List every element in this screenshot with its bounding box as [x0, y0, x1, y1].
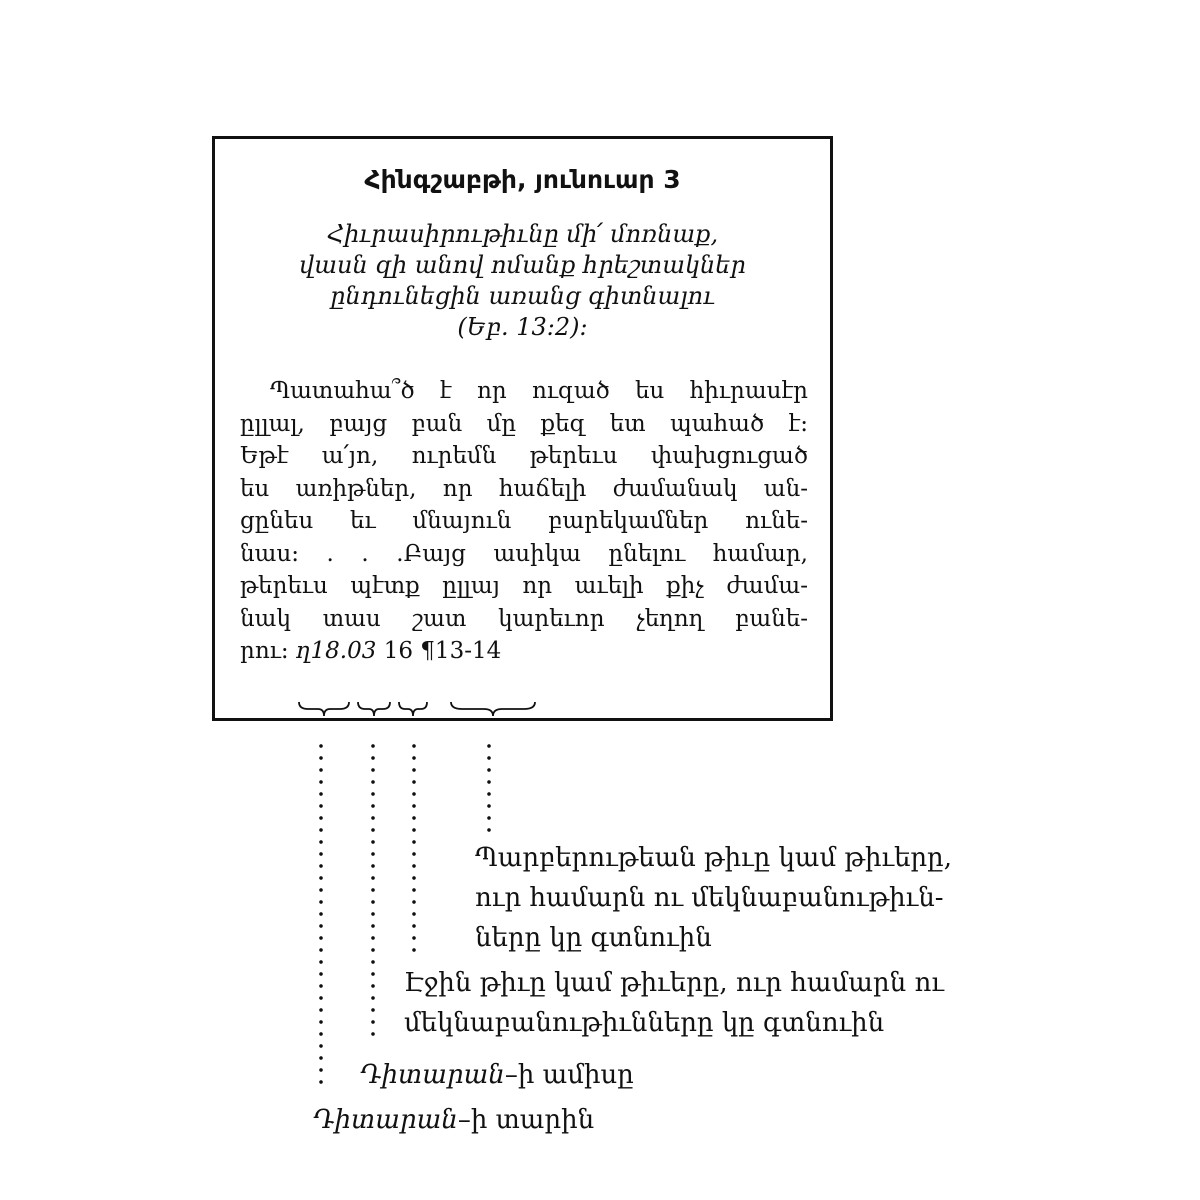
- callout-line: ները կը գտնուին: [475, 923, 712, 953]
- reference-page: 16: [383, 638, 413, 664]
- last-line-prefix: րու:: [240, 638, 289, 664]
- callout-line: մեկնաբանութիւնները կը գտնուին: [404, 1008, 885, 1038]
- page-brace-icon: [398, 700, 428, 718]
- month-callout: [360, 1055, 634, 1095]
- commentary-paragraph: [240, 375, 808, 668]
- body-line: Պատահա՞ծ է որ ուզած ես հիւրասէր: [270, 378, 808, 404]
- scripture-quote: [215, 219, 830, 343]
- month-callout-text: –ի ամիսը: [504, 1060, 634, 1090]
- month-brace-icon: [357, 700, 391, 718]
- body-line: թերեւս պէտք ըլլայ որ աւելի քիչ ժամա-: [240, 573, 808, 599]
- month-leader-line: [371, 740, 375, 1040]
- body-line: ես առիթներ, որ հաճելի ժամանակ ան-: [240, 475, 808, 502]
- paragraph-leader-line: [487, 740, 491, 832]
- reference-year-month: ղ18.03: [295, 638, 377, 664]
- page-leader-line: [412, 740, 416, 954]
- paragraph-brace-icon: [450, 700, 536, 718]
- reference-paragraphs: ¶13-14: [420, 638, 502, 664]
- publication-name: Դիտարան: [360, 1060, 505, 1090]
- year-callout: [313, 1100, 594, 1140]
- body-line: նաս: . . .Բայց ասիկա ընելու համար,: [240, 540, 808, 567]
- body-line: Եթէ ա՛յո, ուրեմն թերեւս փախցուցած: [240, 443, 808, 469]
- year-leader-line: [319, 740, 323, 1092]
- scripture-line: Հիւրասիրութիւնը մի՛ մոռնաք,: [326, 220, 719, 248]
- paragraph-callout: [475, 838, 952, 958]
- body-line: ցընես եւ մնայուն բարեկամներ ունե-: [240, 508, 808, 534]
- year-brace-icon: [298, 700, 350, 718]
- page-callout: [404, 963, 944, 1043]
- callout-line: Պարբերութեան թիւը կամ թիւերը,: [475, 843, 952, 873]
- callout-line: Էջին թիւը կամ թիւերը, ուր համարն ու: [404, 968, 944, 998]
- body-line: ըլլալ, բայց բան մը քեզ ետ պահած է:: [240, 410, 808, 437]
- callout-line: ուր համարն ու մեկնաբանութիւն-: [475, 883, 944, 913]
- daily-text-card: [212, 136, 833, 721]
- scripture-line: վասն զի անով ոմանք հրեշտակներ: [299, 251, 746, 279]
- scripture-citation: (Եբ. 13:2):: [457, 313, 588, 341]
- year-callout-text: –ի տարին: [457, 1105, 595, 1135]
- reference-line: [240, 635, 808, 668]
- publication-name: Դիտարան: [313, 1105, 458, 1135]
- date-heading: Հինգշաբթի, յունուար 3: [364, 165, 681, 194]
- scripture-line: ընդունեցին առանց գիտնալու: [330, 282, 715, 310]
- body-line: նակ տաս շատ կարեւոր չեղող բանե-: [240, 605, 808, 632]
